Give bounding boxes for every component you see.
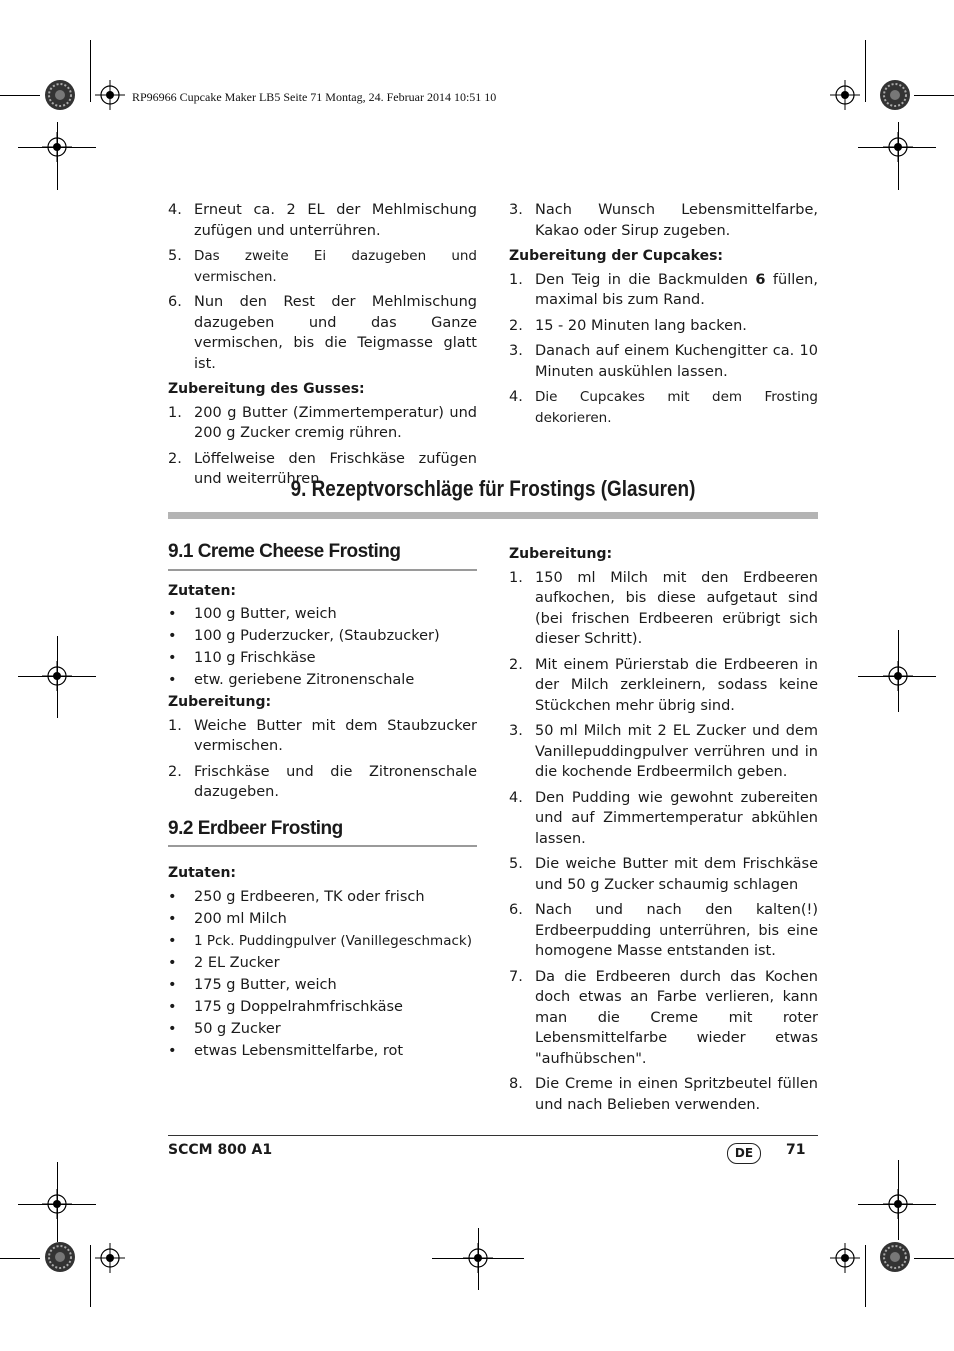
list-item [509, 900, 818, 962]
bottom-right-column [509, 544, 818, 1120]
bullet-icon: • [168, 650, 177, 666]
ingredient-text: 175 g Butter, weich [194, 976, 337, 993]
item-number: 8. [509, 1076, 523, 1092]
color-target-icon [44, 79, 76, 111]
ingredient-text: etw. geriebene Zitronenschale [194, 672, 415, 688]
registration-mark-icon [95, 80, 125, 110]
list-item [509, 200, 818, 241]
item-number: 5. [509, 856, 523, 872]
list-item [509, 967, 818, 1070]
chapter-title-bar [168, 512, 818, 519]
registration-mark-icon [42, 661, 72, 691]
section-title-creme-cheese: 9.1 Creme Cheese Frosting [168, 542, 477, 571]
ingredient-item [168, 997, 477, 1018]
ingredient-text: 100 g Butter, weich [194, 606, 337, 622]
item-text: 200 g Butter (Zimmertemperatur) und 200 g Zucker cremig rühren. [194, 404, 477, 441]
bullet-icon: • [168, 954, 177, 971]
ingredient-text: 2 EL Zucker [194, 954, 280, 971]
language-badge: DE [727, 1143, 761, 1164]
crop-mark [90, 1245, 91, 1307]
ingredient-item [168, 670, 477, 691]
item-number: 3. [509, 343, 523, 359]
registration-mark-icon [883, 661, 913, 691]
registration-mark-icon [42, 1189, 72, 1219]
section-heading: Zubereitung der Cupcakes: [509, 248, 724, 264]
item-number: 3. [509, 202, 523, 218]
ingredient-text: 110 g Frischkäse [194, 650, 316, 666]
list-item [509, 721, 818, 783]
bullet-icon: • [168, 932, 177, 949]
crop-mark [0, 95, 40, 96]
ingredient-item [168, 909, 477, 930]
item-text: Die Cupcakes mit dem Frosting dekorieren. [535, 389, 818, 426]
preparation-heading: Zubereitung: [168, 694, 272, 710]
registration-mark-icon [883, 1189, 913, 1219]
ingredient-item [168, 887, 477, 908]
registration-mark-icon [830, 1243, 860, 1273]
item-text: Da die Erdbeeren durch das Kochen doch etwas an Farbe verlieren, kann man die Creme mit roter Lebensmittelfarbe wieder etwas "aufhübschen". [535, 968, 818, 1067]
color-target-icon [879, 79, 911, 111]
item-text: Frischkäse und die Zitronenschale dazugeben. [194, 763, 477, 800]
item-number: 5. [168, 248, 182, 264]
item-text: Das zweite Ei dazugeben und vermischen. [194, 248, 477, 285]
bullet-icon: • [168, 888, 177, 905]
list-item [509, 316, 818, 337]
item-text: Nach Wunsch Lebensmittelfarbe, Kakao oder Sirup zugeben. [535, 202, 818, 239]
item-text: 150 ml Milch mit den Erdbeeren aufkochen, bis diese aufgetaut sind (bei frischen Erdbeeren erübrigt sich dieser Schritt). [535, 569, 818, 647]
item-text: Mit einem Pürierstab die Erdbeeren in der Milch zerkleinern, sodass keine Stückchen mehr übrig sind. [535, 656, 818, 714]
list-item [509, 387, 818, 428]
list-item [168, 246, 477, 287]
bottom-left-column [168, 542, 477, 1063]
crop-mark [865, 40, 866, 102]
ingredient-item [168, 1019, 477, 1040]
bullet-icon: • [168, 910, 177, 927]
crop-mark [914, 95, 954, 96]
item-text: Die Creme in einen Spritzbeutel füllen und nach Belieben verwenden. [535, 1076, 818, 1113]
section-title-erdbeer: 9.2 Erdbeer Frosting [168, 819, 477, 848]
crop-mark [90, 40, 91, 102]
item-number: 6. [509, 902, 523, 918]
item-number: 6. [168, 294, 182, 310]
ingredient-text: 100 g Puderzucker, (Staubzucker) [194, 628, 440, 644]
item-text-part: Den Teig in die Backmulden [535, 271, 756, 288]
crop-mark [865, 1245, 866, 1307]
top-right-column [509, 200, 818, 433]
item-number: 1. [509, 271, 523, 288]
list-item [168, 762, 477, 803]
list-item [509, 270, 818, 311]
list-item [509, 1074, 818, 1115]
ingredient-item [168, 604, 477, 625]
registration-mark-icon [95, 1243, 125, 1273]
ingredient-text: etwas Lebensmittelfarbe, rot [194, 1042, 404, 1059]
registration-mark-icon [883, 132, 913, 162]
section-heading: Zubereitung des Gusses: [168, 381, 365, 397]
ingredient-text: 250 g Erdbeeren, TK oder frisch [194, 888, 425, 905]
list-item [509, 341, 818, 382]
item-text [535, 270, 818, 311]
top-left-column [168, 200, 477, 495]
ingredient-text: 1 Pck. Puddingpulver (Vanillegeschmack) [194, 932, 472, 949]
item-text: Nach und nach den kalten(!) Erdbeerpudding unterrühren, bis eine homogene Masse entstanden ist. [535, 902, 818, 959]
ingredient-text: 50 g Zucker [194, 1020, 281, 1037]
chapter-title: 9. Rezeptvorschläge für Frostings (Glasuren) [290, 476, 696, 501]
ingredient-text: 175 g Doppelrahmfrischkäse [194, 998, 403, 1015]
item-text: Den Pudding wie gewohnt zubereiten und auf Zimmertemperatur abkühlen lassen. [535, 789, 818, 847]
color-target-icon [44, 1241, 76, 1273]
item-number: 4. [509, 789, 523, 806]
ingredient-item [168, 626, 477, 647]
list-item [509, 568, 818, 650]
ingredients-heading: Zutaten: [168, 865, 237, 881]
item-text: Weiche Butter mit dem Staubzucker vermischen. [194, 717, 477, 754]
list-item [168, 292, 477, 374]
item-number: 4. [509, 389, 523, 405]
item-number: 2. [509, 317, 523, 334]
color-target-icon [879, 1241, 911, 1273]
item-number: 2. [168, 450, 182, 467]
item-text: 15 - 20 Minuten lang backen. [535, 317, 747, 334]
item-text: Nun den Rest der Mehlmischung dazugeben und das Ganze vermischen, bis die Teigmasse glatt ist. [194, 294, 477, 372]
page-number: 71 [786, 1142, 806, 1158]
item-number: 2. [168, 763, 182, 780]
item-text: Erneut ca. 2 EL der Mehlmischung zufügen und unterrühren. [194, 202, 477, 239]
footer-model: SCCM 800 A1 [168, 1142, 273, 1158]
item-text-part: füllen, maximal bis zum Rand. [535, 271, 818, 308]
footer-rule [168, 1135, 818, 1136]
bullet-icon: • [168, 628, 177, 644]
item-number: 1. [509, 569, 523, 586]
bullet-icon: • [168, 976, 177, 993]
registration-mark-icon [830, 80, 860, 110]
ingredients-heading: Zutaten: [168, 582, 237, 599]
ingredient-item [168, 648, 477, 669]
print-slug: RP96966 Cupcake Maker LB5 Seite 71 Montag, 24. Februar 2014 10:51 10 [132, 90, 497, 104]
ingredient-item [168, 1041, 477, 1062]
bullet-icon: • [168, 1042, 177, 1059]
list-item [509, 854, 818, 895]
list-item [168, 716, 477, 757]
crop-mark [0, 1258, 40, 1259]
item-reference-number: 6 [755, 271, 766, 288]
list-item [168, 200, 477, 241]
item-number: 3. [509, 723, 523, 739]
list-item [168, 403, 477, 444]
preparation-heading: Zubereitung: [509, 546, 613, 562]
item-text: Löffelweise den Frischkäse zufügen und weiterrühren. [194, 450, 477, 487]
ingredient-item [168, 975, 477, 996]
item-text: Die weiche Butter mit dem Frischkäse und 50 g Zucker schaumig schlagen [535, 856, 818, 893]
crop-mark [914, 1258, 954, 1259]
list-item [509, 788, 818, 850]
item-number: 2. [509, 656, 523, 673]
bullet-icon: • [168, 1020, 177, 1037]
bullet-icon: • [168, 672, 177, 688]
ingredient-text: 200 ml Milch [194, 910, 287, 927]
list-item [509, 655, 818, 717]
item-text: 50 ml Milch mit 2 EL Zucker und dem Vanillepuddingpulver verrühren und in die kochende Erdbeermilch geben. [535, 723, 818, 780]
item-text: Danach auf einem Kuchengitter ca. 10 Minuten auskühlen lassen. [535, 343, 818, 380]
registration-mark-icon [463, 1243, 493, 1273]
bullet-icon: • [168, 998, 177, 1015]
item-number: 7. [509, 968, 523, 985]
item-number: 1. [168, 404, 182, 421]
bullet-icon: • [168, 606, 177, 622]
ingredient-item [168, 953, 477, 974]
item-number: 4. [168, 202, 182, 218]
registration-mark-icon [42, 132, 72, 162]
ingredient-item [168, 931, 477, 952]
item-number: 1. [168, 717, 182, 734]
